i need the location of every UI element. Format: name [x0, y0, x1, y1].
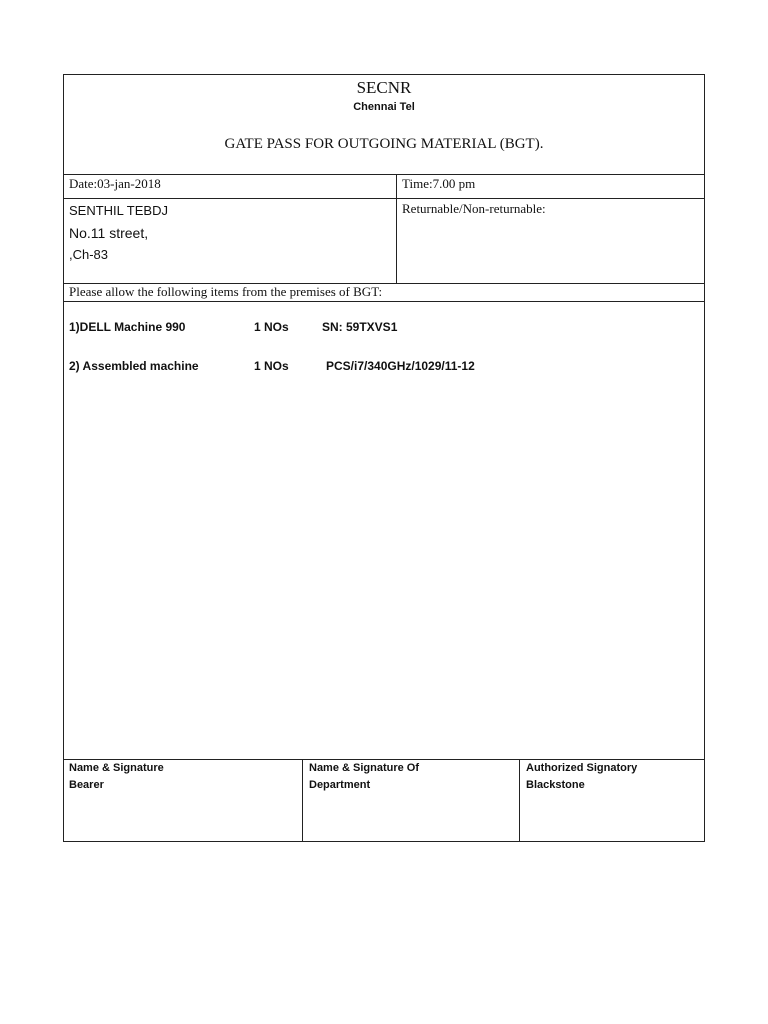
returnable-field: Returnable/Non-returnable: — [402, 201, 546, 216]
signature-label: Name & Signature — [69, 762, 164, 774]
divider — [63, 174, 705, 175]
org-name: SECNR — [356, 78, 412, 97]
item-detail: PCS/i7/340GHz/1029/11-12 — [326, 359, 475, 373]
signature-label: Department — [309, 779, 371, 791]
signature-label: Name & Signature Of — [309, 762, 420, 774]
item-quantity: 1 NOs — [254, 359, 289, 373]
item-name: 2) Assembled machine — [69, 359, 199, 373]
address-line-1: No.11 street, — [69, 225, 149, 241]
divider — [63, 198, 705, 199]
column-divider — [396, 174, 397, 283]
date-field: Date:03-jan-2018 — [69, 176, 161, 191]
signature-label: Blackstone — [526, 779, 585, 791]
signature-label: Bearer — [69, 779, 104, 791]
item-quantity: 1 NOs — [254, 320, 289, 334]
item-name: 1)DELL Machine 990 — [69, 320, 186, 334]
column-divider — [302, 759, 303, 842]
time-field: Time:7.00 pm — [402, 176, 476, 191]
divider — [63, 301, 705, 302]
signature-label: Authorized Signatory — [526, 762, 638, 774]
address-line-2: ,Ch-83 — [69, 247, 109, 262]
item-detail: SN: 59TXVS1 — [322, 320, 398, 334]
org-subtitle: Chennai Tel — [353, 101, 415, 113]
divider — [63, 759, 705, 760]
form-title: GATE PASS FOR OUTGOING MATERIAL (BGT). — [224, 136, 544, 152]
column-divider — [519, 759, 520, 842]
allow-statement: Please allow the following items from the premises of BGT: — [69, 284, 383, 299]
recipient-name: SENTHIL TEBDJ — [69, 203, 168, 218]
